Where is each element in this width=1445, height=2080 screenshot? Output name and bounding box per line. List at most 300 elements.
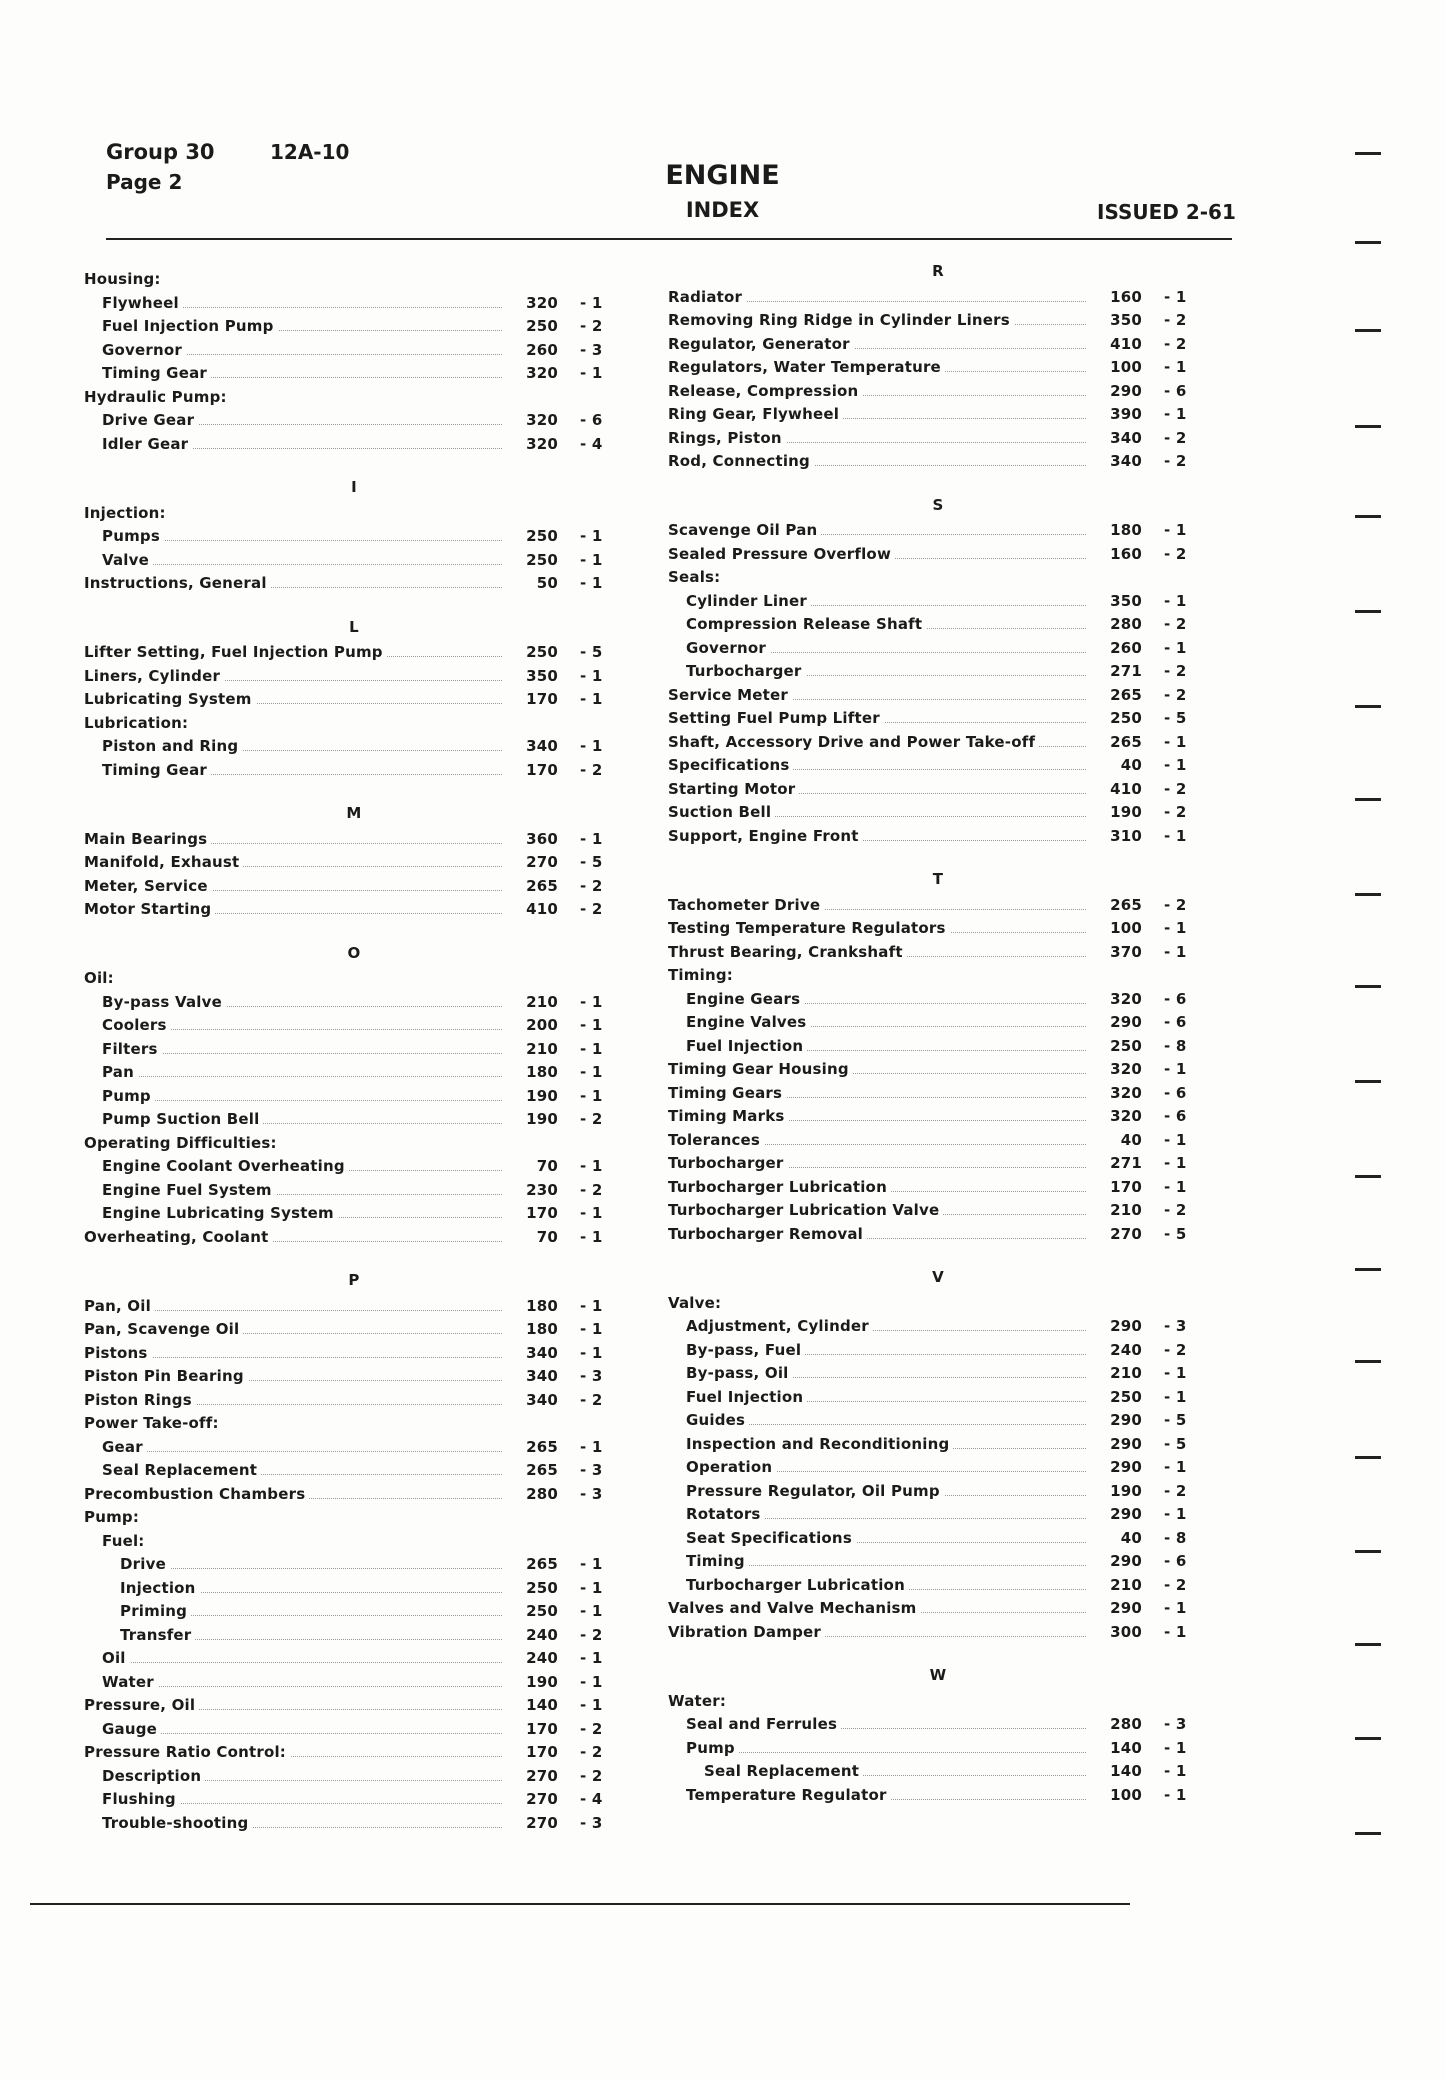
index-section-number: - 1 <box>580 1227 603 1246</box>
index-entry <box>84 549 624 573</box>
index-entry-label: Overheating, Coolant <box>84 1228 272 1246</box>
index-page-number: 100 <box>1110 919 1142 937</box>
index-entry-label: Fuel Injection <box>686 1037 807 1055</box>
index-entry <box>668 894 1208 918</box>
index-entry-label: Instructions, General <box>84 574 271 592</box>
index-entry-label: Engine Gears <box>686 990 804 1008</box>
index-entry-label: Motor Starting <box>84 900 215 918</box>
index-section-number: - 6 <box>1164 1083 1187 1102</box>
index-page-number: 160 <box>1110 544 1142 563</box>
header-rule <box>106 238 1232 240</box>
index-section-number: - 1 <box>580 1296 603 1315</box>
index-section-number: - 2 <box>580 1110 603 1128</box>
index-section-number: - 2 <box>580 876 603 895</box>
index-heading-label: Lubrication: <box>84 713 189 732</box>
index-entry-label: Piston Rings <box>84 1391 196 1409</box>
spacer <box>84 1249 624 1271</box>
index-entry <box>84 1577 624 1601</box>
index-entry <box>668 731 1208 755</box>
margin-mark <box>1355 1832 1381 1835</box>
section-letter-label: V <box>932 1268 944 1286</box>
index-page-number: 320 <box>526 434 558 453</box>
index-entry <box>668 801 1208 825</box>
index-page-number: 240 <box>526 1649 558 1667</box>
index-heading-label: Fuel: <box>102 1531 145 1550</box>
index-entry-label: Water <box>102 1673 158 1691</box>
index-section-number: - 5 <box>1164 709 1187 727</box>
index-entry-label: Engine Valves <box>686 1013 810 1031</box>
index-entry-label: Flushing <box>102 1790 180 1808</box>
index-entry <box>668 1339 1208 1363</box>
section-letter <box>668 496 1208 520</box>
margin-mark <box>1355 1456 1381 1459</box>
dot-leader <box>120 1568 502 1569</box>
index-entry <box>668 1527 1208 1551</box>
index-entry-label: Thrust Bearing, Crankshaft <box>668 943 907 961</box>
index-section-number: - 2 <box>1164 428 1187 447</box>
index-section-number: - 2 <box>1164 1575 1187 1594</box>
index-page-number: 240 <box>526 1625 558 1644</box>
index-section-number: - 1 <box>1164 521 1187 539</box>
index-entry <box>84 1085 624 1109</box>
index-entry-label: Coolers <box>102 1016 171 1034</box>
index-entry-label: Support, Engine Front <box>668 827 863 845</box>
index-section-number: - 1 <box>1164 1130 1187 1149</box>
index-page-number: 160 <box>1110 287 1142 306</box>
index-entry-label: Guides <box>686 1411 749 1429</box>
index-heading-label: Water: <box>668 1691 727 1710</box>
index-entry-label: Timing Marks <box>668 1107 789 1125</box>
index-entry-label: Transfer <box>120 1626 195 1644</box>
index-page-number: 265 <box>1110 732 1142 751</box>
section-letter <box>84 944 624 968</box>
index-section-number: - 3 <box>580 1461 603 1479</box>
index-entry <box>84 1389 624 1413</box>
document-code: 12A-10 <box>270 140 350 164</box>
index-section-number: - 1 <box>580 737 603 755</box>
index-section-number: - 1 <box>1164 1387 1187 1406</box>
index-heading-label: Valve: <box>668 1293 722 1312</box>
index-entry <box>84 1108 624 1132</box>
index-section-number: - 2 <box>1164 803 1187 821</box>
index-section-number: - 6 <box>1164 381 1187 400</box>
index-section-number: - 3 <box>1164 1715 1187 1733</box>
index-entry-label: Pressure Regulator, Oil Pump <box>686 1482 944 1500</box>
index-section-number: - 1 <box>1164 1622 1187 1641</box>
index-section-number: - 3 <box>580 1813 603 1832</box>
section-letter-label: L <box>349 617 359 636</box>
index-page-number: 40 <box>1120 1528 1142 1547</box>
index-entry <box>668 707 1208 731</box>
index-section-number: - 1 <box>1164 1154 1187 1172</box>
index-page-number: 250 <box>1110 1387 1142 1406</box>
margin-mark <box>1355 610 1381 613</box>
footer-rule <box>30 1903 1130 1905</box>
index-page-number: 210 <box>1110 1575 1142 1594</box>
margin-mark <box>1355 1360 1381 1363</box>
index-page-number: 350 <box>526 666 558 685</box>
index-page-number: 270 <box>1110 1224 1142 1243</box>
index-page-number: 100 <box>1110 1785 1142 1804</box>
index-section-number: - 2 <box>1164 662 1187 680</box>
index-entry <box>668 988 1208 1012</box>
index-entry <box>84 1694 624 1718</box>
index-section-number: - 1 <box>580 1696 603 1714</box>
index-entry-label: Turbocharger Lubrication Valve <box>668 1201 943 1219</box>
index-entry-label: Testing Temperature Regulators <box>668 919 950 937</box>
index-heading <box>84 386 624 410</box>
index-entry-label: Gauge <box>102 1720 161 1738</box>
index-section-number: - 1 <box>580 1437 603 1456</box>
index-page-number: 390 <box>1110 405 1142 423</box>
index-entry-label: Rotators <box>686 1505 765 1523</box>
index-entry <box>668 637 1208 661</box>
index-heading-label: Seals: <box>668 568 721 586</box>
section-letter-label: S <box>932 495 944 514</box>
index-entry <box>668 333 1208 357</box>
index-entry <box>84 1718 624 1742</box>
margin-mark <box>1355 241 1381 244</box>
index-entry-label: Engine Lubricating System <box>102 1204 338 1222</box>
spacer <box>668 474 1208 496</box>
index-page-number: 250 <box>526 1602 558 1620</box>
index-section-number: - 2 <box>1164 452 1187 470</box>
index-entry-label: Inspection and Reconditioning <box>686 1435 953 1453</box>
index-entry <box>668 1760 1208 1784</box>
dot-leader <box>102 1451 502 1452</box>
index-page-number: 360 <box>526 829 558 848</box>
index-heading <box>668 1292 1208 1316</box>
index-page-number: 300 <box>1110 1622 1142 1641</box>
index-entry <box>84 362 624 386</box>
index-page-number: 265 <box>526 1555 558 1573</box>
index-section-number: - 6 <box>1164 989 1187 1008</box>
index-section-number: - 3 <box>1164 1317 1187 1335</box>
index-entry-label: Seal Replacement <box>704 1762 863 1780</box>
index-section-number: - 2 <box>1164 1340 1187 1359</box>
index-section-number: - 1 <box>580 364 603 382</box>
index-entry <box>668 1480 1208 1504</box>
index-section-number: - 2 <box>1164 779 1187 798</box>
index-page-number: 210 <box>526 1039 558 1058</box>
index-section-number: - 1 <box>1164 1762 1187 1780</box>
index-entry <box>84 1483 624 1507</box>
index-page-number: 250 <box>526 643 558 661</box>
index-entry <box>84 1155 624 1179</box>
index-entry-label: Scavenge Oil Pan <box>668 521 821 539</box>
index-page-number: 240 <box>1110 1340 1142 1359</box>
index-section-number: - 2 <box>580 1766 603 1785</box>
index-page-number: 290 <box>1110 1505 1142 1523</box>
index-section-number: - 1 <box>1164 1505 1187 1523</box>
index-entry <box>668 286 1208 310</box>
index-entry <box>668 1315 1208 1339</box>
section-letter-label: R <box>932 262 944 280</box>
index-entry-label: Vibration Damper <box>668 1623 825 1641</box>
index-page-number: 190 <box>1110 803 1142 821</box>
page-subtitle: INDEX <box>685 198 760 222</box>
issued-date: ISSUED 2-61 <box>1097 200 1236 224</box>
index-section-number: - 1 <box>1164 591 1187 610</box>
index-page-number: 170 <box>1110 1177 1142 1196</box>
section-letter-label: W <box>929 1666 947 1684</box>
index-entry <box>84 339 624 363</box>
index-entry-label: Engine Fuel System <box>102 1181 276 1199</box>
index-entry <box>668 1105 1208 1129</box>
margin-mark <box>1355 515 1381 518</box>
spacer <box>668 1246 1208 1268</box>
index-section-number: - 1 <box>1164 1364 1187 1382</box>
margin-mark <box>1355 893 1381 896</box>
index-entry <box>84 1459 624 1483</box>
index-page-number: 180 <box>1110 521 1142 539</box>
index-section-number: - 1 <box>580 1086 603 1105</box>
index-entry-label: Operation <box>686 1458 776 1476</box>
index-entry-label: Pump Suction Bell <box>102 1110 263 1128</box>
index-section-number: - 1 <box>1164 1738 1187 1757</box>
margin-mark <box>1355 425 1381 428</box>
index-entry <box>84 1647 624 1671</box>
index-entry-label: Seal Replacement <box>102 1461 261 1479</box>
index-page-number: 290 <box>1110 1599 1142 1617</box>
index-entry <box>84 1342 624 1366</box>
index-heading-label: Oil: <box>84 969 114 987</box>
index-entry-label: Idler Gear <box>102 435 192 453</box>
index-section-number: - 2 <box>580 1390 603 1409</box>
index-entry-label: Priming <box>120 1602 191 1620</box>
index-section-number: - 1 <box>580 527 603 545</box>
index-page-number: 340 <box>1110 452 1142 470</box>
index-page-number: 340 <box>526 737 558 755</box>
dot-leader <box>102 1076 502 1077</box>
index-entry-label: Cylinder Liner <box>686 592 811 610</box>
index-page-number: 250 <box>526 527 558 545</box>
index-section-number: - 2 <box>580 900 603 918</box>
index-entry <box>84 433 624 457</box>
index-page-number: 270 <box>526 1790 558 1808</box>
index-section-number: - 1 <box>1164 919 1187 937</box>
index-entry <box>84 1812 624 1836</box>
index-page-number: 340 <box>526 1367 558 1385</box>
section-letter <box>668 1268 1208 1292</box>
index-page-number: 210 <box>1110 1201 1142 1219</box>
index-section-number: - 1 <box>580 1063 603 1081</box>
index-section-number: - 1 <box>580 1039 603 1058</box>
index-entry <box>668 1223 1208 1247</box>
dot-leader <box>102 1662 502 1663</box>
index-entry-label: Gear <box>102 1438 147 1456</box>
index-heading-label: Housing: <box>84 270 161 288</box>
index-entry-label: Compression Release Shaft <box>686 615 926 633</box>
index-section-number: - 1 <box>580 1204 603 1222</box>
index-entry <box>668 1199 1208 1223</box>
index-entry <box>668 1011 1208 1035</box>
index-heading <box>84 1530 624 1554</box>
index-section-number: - 1 <box>1164 638 1187 657</box>
index-page-number: 250 <box>526 317 558 335</box>
index-page-number: 250 <box>526 1578 558 1597</box>
index-section-number: - 1 <box>580 1016 603 1034</box>
group-label: Group 30 <box>106 140 215 164</box>
index-entry-label: Temperature Regulator <box>686 1786 891 1804</box>
dot-leader <box>102 564 502 565</box>
index-entry-label: Fuel Injection <box>686 1388 807 1406</box>
index-page-number: 320 <box>1110 1060 1142 1078</box>
index-section-number: - 1 <box>1164 1458 1187 1476</box>
section-letter <box>84 478 624 502</box>
index-page-number: 290 <box>1110 1458 1142 1476</box>
index-entry <box>84 315 624 339</box>
index-entry-label: Filters <box>102 1040 162 1058</box>
index-entry <box>84 759 624 783</box>
index-page-number: 270 <box>526 1813 558 1832</box>
index-section-number: - 8 <box>1164 1528 1187 1547</box>
index-entry <box>84 1553 624 1577</box>
index-page-number: 180 <box>526 1063 558 1081</box>
index-entry <box>668 778 1208 802</box>
index-entry-label: Piston Pin Bearing <box>84 1367 248 1385</box>
index-section-number: - 1 <box>1164 1177 1187 1196</box>
index-section-number: - 2 <box>580 1625 603 1644</box>
index-entry <box>668 1550 1208 1574</box>
index-page-number: 140 <box>1110 1738 1142 1757</box>
index-section-number: - 5 <box>1164 1411 1187 1429</box>
index-entry <box>668 1621 1208 1645</box>
index-entry <box>84 1179 624 1203</box>
index-entry-label: Rod, Connecting <box>668 452 814 470</box>
section-letter-label: I <box>351 478 357 496</box>
index-section-number: - 1 <box>580 666 603 685</box>
index-section-number: - 5 <box>1164 1434 1187 1453</box>
index-heading <box>84 1132 624 1156</box>
dot-leader <box>102 1733 502 1734</box>
index-section-number: - 1 <box>580 550 603 569</box>
index-entry <box>84 1295 624 1319</box>
index-entry <box>668 660 1208 684</box>
index-page-number: 350 <box>1110 311 1142 329</box>
index-entry <box>668 1152 1208 1176</box>
index-entry-label: Specifications <box>668 756 793 774</box>
index-entry <box>84 1600 624 1624</box>
section-letter <box>84 804 624 828</box>
index-entry <box>668 309 1208 333</box>
index-page-number: 70 <box>536 1227 558 1246</box>
index-entry <box>84 641 624 665</box>
index-section-number: - 2 <box>1164 334 1187 353</box>
index-page-number: 170 <box>526 1719 558 1738</box>
index-page-number: 290 <box>1110 1013 1142 1031</box>
index-entry <box>668 613 1208 637</box>
index-entry-label: Lifter Setting, Fuel Injection Pump <box>84 643 387 661</box>
index-section-number: - 1 <box>1164 1060 1187 1078</box>
index-entry-label: By-pass, Fuel <box>686 1341 805 1359</box>
index-page-number: 265 <box>1110 895 1142 914</box>
index-section-number: - 2 <box>1164 685 1187 704</box>
index-section-number: - 2 <box>580 1743 603 1761</box>
index-section-number: - 1 <box>1164 287 1187 306</box>
margin-mark <box>1355 985 1381 988</box>
spacer <box>84 922 624 944</box>
index-entry <box>668 519 1208 543</box>
index-heading <box>84 1412 624 1436</box>
index-entry <box>84 292 624 316</box>
index-page-number: 290 <box>1110 1434 1142 1453</box>
index-entry-label: Starting Motor <box>668 780 799 798</box>
index-section-number: - 1 <box>580 1578 603 1597</box>
index-entry <box>84 525 624 549</box>
index-entry <box>84 688 624 712</box>
index-section-number: - 5 <box>580 643 603 661</box>
margin-mark <box>1355 1550 1381 1553</box>
index-section-number: - 2 <box>1164 615 1187 633</box>
index-section-number: - 2 <box>580 1180 603 1199</box>
index-section-number: - 1 <box>1164 358 1187 376</box>
index-section-number: - 1 <box>1164 732 1187 751</box>
margin-mark <box>1355 1643 1381 1646</box>
index-section-number: - 2 <box>1164 1201 1187 1219</box>
margin-mark <box>1355 1080 1381 1083</box>
index-section-number: - 1 <box>580 992 603 1011</box>
index-entry-label: Rings, Piston <box>668 429 786 447</box>
index-heading-label: Injection: <box>84 503 166 522</box>
index-page-number: 40 <box>1120 1130 1142 1149</box>
index-page-number: 350 <box>1110 591 1142 610</box>
index-entry <box>668 380 1208 404</box>
dot-leader <box>102 1053 502 1054</box>
index-entry-label: Meter, Service <box>84 877 212 895</box>
index-entry <box>84 735 624 759</box>
margin-mark <box>1355 152 1381 155</box>
index-page-number: 210 <box>1110 1364 1142 1382</box>
index-section-number: - 2 <box>1164 544 1187 563</box>
index-section-number: - 1 <box>580 690 603 708</box>
index-section-number: - 4 <box>580 434 603 453</box>
index-page-number: 100 <box>1110 358 1142 376</box>
index-column-right <box>668 262 1208 1807</box>
index-entry-label: Seat Specifications <box>686 1529 856 1547</box>
index-heading-label: Timing: <box>668 966 733 984</box>
index-section-number: - 6 <box>1164 1107 1187 1125</box>
index-heading-label: Pump: <box>84 1508 140 1526</box>
index-entry <box>668 1176 1208 1200</box>
index-entry <box>668 1456 1208 1480</box>
index-heading <box>668 566 1208 590</box>
index-entry <box>668 543 1208 567</box>
spacer <box>84 596 624 618</box>
index-heading <box>84 1506 624 1530</box>
index-heading <box>84 502 624 526</box>
index-entry <box>668 1409 1208 1433</box>
section-letter-label: M <box>346 804 362 822</box>
index-page-number: 271 <box>1110 1154 1142 1172</box>
index-page-number: 340 <box>1110 428 1142 447</box>
index-section-number: - 2 <box>1164 311 1187 329</box>
index-entry <box>668 684 1208 708</box>
index-section-number: - 1 <box>580 1602 603 1620</box>
index-entry <box>84 1741 624 1765</box>
index-page-number: 290 <box>1110 1411 1142 1429</box>
index-entry-label: Setting Fuel Pump Lifter <box>668 709 884 727</box>
index-entry-label: Governor <box>686 639 770 657</box>
index-section-number: - 6 <box>580 411 603 429</box>
index-entry <box>668 427 1208 451</box>
index-page-number: 190 <box>526 1672 558 1691</box>
index-heading-label: Power Take-off: <box>84 1414 219 1432</box>
spacer <box>84 456 624 478</box>
index-entry-label: Drive Gear <box>102 411 198 429</box>
index-page-number: 290 <box>1110 1317 1142 1335</box>
index-page-number: 280 <box>1110 1715 1142 1733</box>
